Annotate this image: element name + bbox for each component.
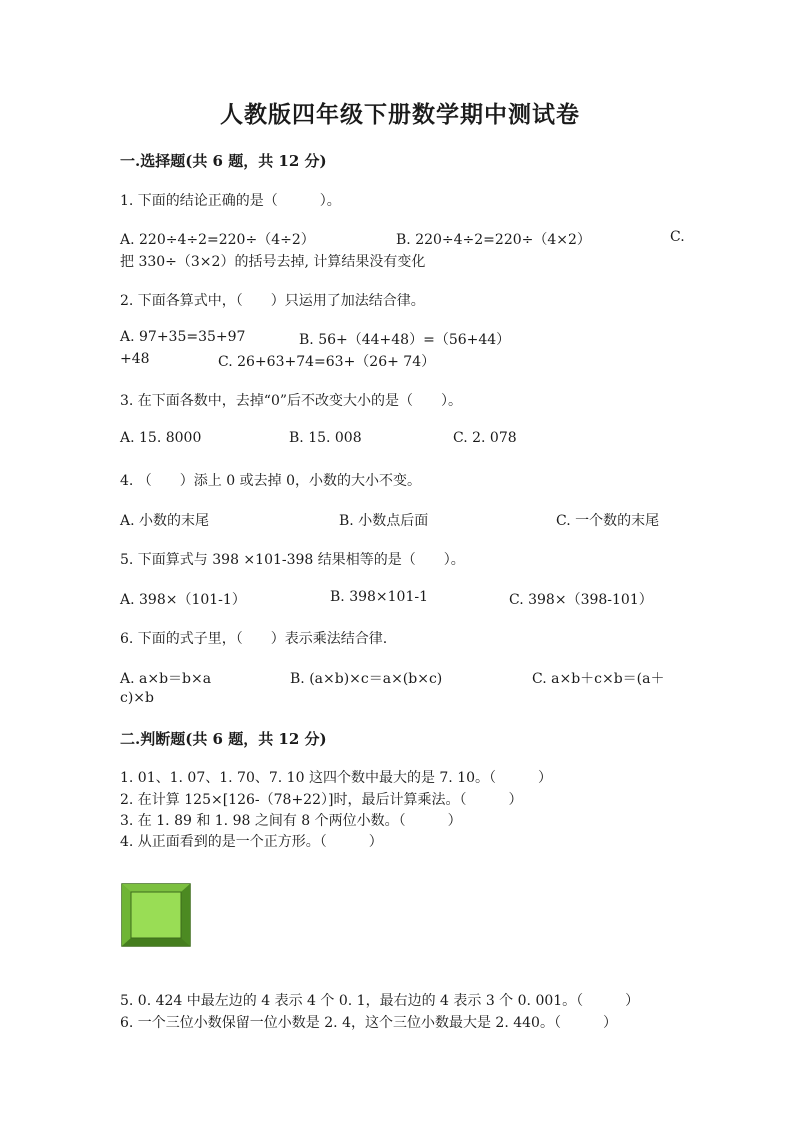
question-3-option-b: B. 15. 008: [289, 430, 362, 446]
question-4-option-b: B. 小数点后面: [339, 513, 429, 529]
figure-bottom-bevel: [122, 938, 190, 946]
question-1-stem: 1. 下面的结论正确的是（ ）。: [120, 193, 341, 209]
question-1-option-b: B. 220÷4÷2=220÷（4×2）: [396, 232, 591, 248]
judgment-item-2: 2. 在计算 125×[126-（78+22）]时，最后计算乘法。（ ）: [120, 792, 523, 808]
question-4-option-a: A. 小数的末尾: [120, 513, 210, 529]
question-6-option-c: C. a×b＋c×b＝(a＋: [532, 671, 665, 687]
figure-left-bevel: [122, 884, 131, 946]
question-6-option-c-continued: c)×b: [120, 690, 154, 706]
figure-top-bevel: [122, 884, 190, 892]
question-4-option-c: C. 一个数的末尾: [556, 513, 660, 529]
judgment-item-1: 1. 01、1. 07、1. 70、7. 10 这四个数中最大的是 7. 10。（ ）: [120, 770, 553, 786]
question-2-option-c: C. 26+63+74=63+（26+ 74）: [218, 354, 436, 370]
judgment-item-4: 4. 从正面看到的是一个正方形。（ ）: [120, 834, 383, 850]
question-1-option-c-text: 把 330÷（3×2）的括号去掉, 计算结果没有变化: [120, 254, 426, 270]
question-2-option-b-continued: +48: [120, 351, 150, 367]
square-view-figure: [121, 883, 191, 947]
question-5-option-b: B. 398×101-1: [330, 589, 428, 605]
question-2-stem: 2. 下面各算式中，（ ）只运用了加法结合律。: [120, 293, 425, 309]
page-title: 人教版四年级下册数学期中测试卷: [220, 101, 580, 128]
question-6-stem: 6. 下面的式子里，（ ）表示乘法结合律.: [120, 631, 388, 647]
question-5-stem: 5. 下面算式与 398 ×101-398 结果相等的是（ ）。: [120, 552, 465, 568]
judgment-item-6: 6. 一个三位小数保留一位小数是 2. 4，这个三位小数最大是 2. 440。（ ）: [120, 1015, 617, 1031]
question-5-option-a: A. 398×（101-1）: [120, 592, 246, 608]
question-4-stem: 4. （ ）添上 0 或去掉 0，小数的大小不变。: [120, 473, 421, 489]
question-3-stem: 3. 在下面各数中，去掉“0”后不改变大小的是（ ）。: [120, 393, 463, 409]
section-heading-judgment: 二.判断题(共 6 题，共 12 分): [120, 730, 327, 748]
figure-right-bevel: [181, 884, 190, 946]
question-2-option-b: B. 56+（44+48）=（56+44）: [299, 332, 511, 348]
question-1-option-a: A. 220÷4÷2=220÷（4÷2）: [120, 232, 315, 248]
judgment-item-3: 3. 在 1. 89 和 1. 98 之间有 8 个两位小数。（ ）: [120, 813, 462, 829]
judgment-item-5: 5. 0. 424 中最左边的 4 表示 4 个 0. 1，最右边的 4 表示 3 个 0. 001。（ ）: [120, 993, 640, 1009]
figure-front-face: [131, 892, 181, 938]
question-1-option-c: C.: [670, 229, 685, 245]
question-5-option-c: C. 398×（398-101）: [509, 592, 653, 608]
question-6-option-a: A. a×b＝b×a: [120, 671, 212, 687]
question-6-option-b: B. (a×b)×c＝a×(b×c): [290, 671, 443, 687]
question-3-option-a: A. 15. 8000: [120, 430, 202, 446]
question-2-option-a: A. 97+35=35+97: [120, 329, 246, 345]
question-3-option-c: C. 2. 078: [453, 430, 517, 446]
section-heading-choice: 一.选择题(共 6 题，共 12 分): [120, 152, 327, 170]
